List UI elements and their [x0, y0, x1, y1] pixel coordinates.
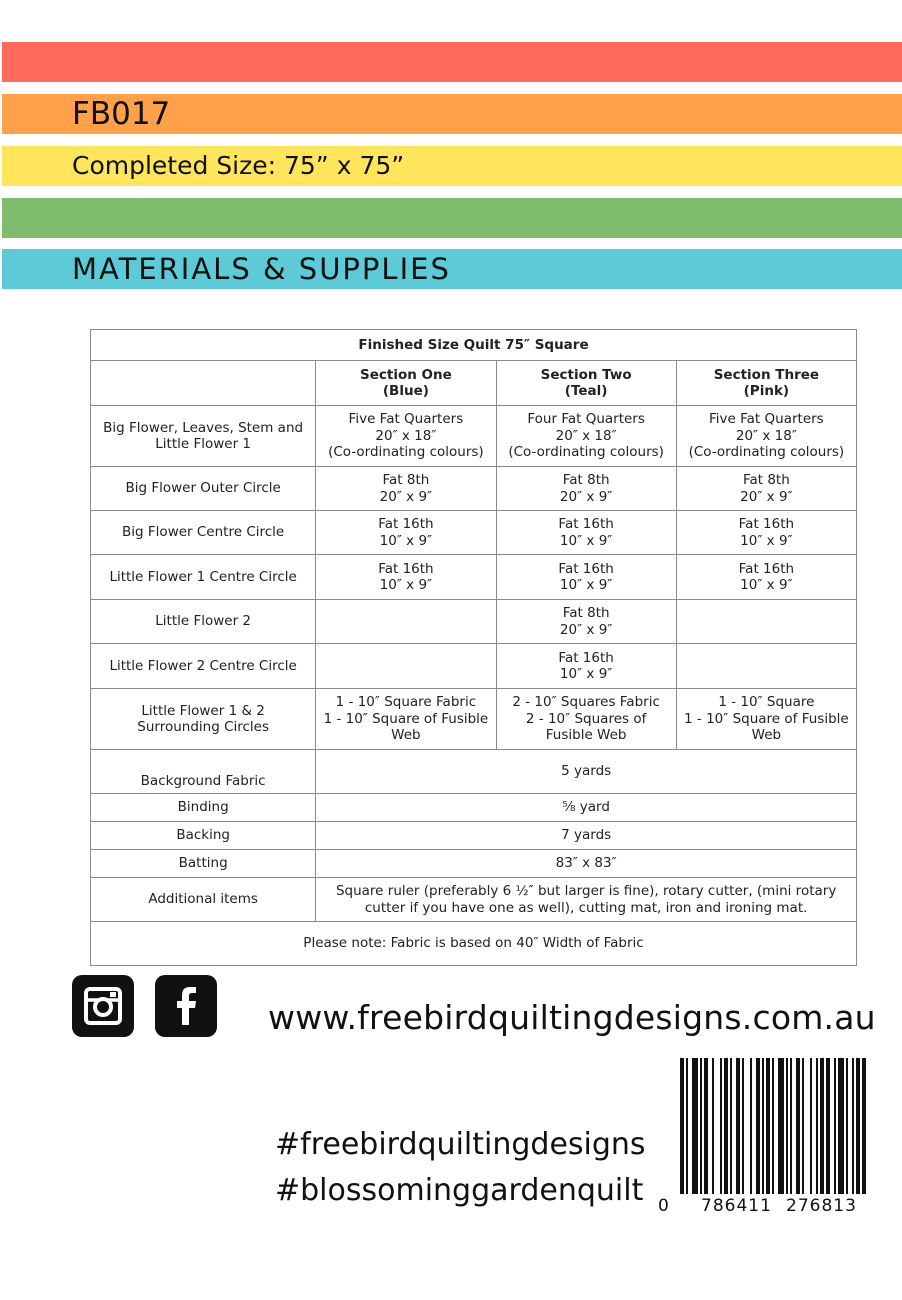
row-label [91, 406, 316, 467]
row-label [91, 600, 316, 644]
table-row [91, 467, 857, 511]
row-cell-line: Fat 16th [558, 649, 614, 666]
row-cell [676, 406, 856, 467]
row-cell-line: Fat 16th [558, 560, 614, 577]
row-label: Batting [91, 850, 316, 878]
hashtag-quilt: #blossominggardenquilt [275, 1173, 644, 1208]
row-label-line: Little Flower 2 [155, 613, 252, 630]
row-cell-line: 20″ x 18″ [735, 427, 797, 444]
table-row [91, 689, 857, 750]
row-cell [496, 511, 676, 555]
row-cell [316, 511, 496, 555]
row-cell-line: 10″ x 9″ [740, 577, 793, 593]
row-cell-line: Web [751, 727, 782, 744]
section-name: Section One [360, 366, 452, 383]
row-cell [676, 555, 856, 600]
row-cell-line: Fat 8th [562, 472, 610, 488]
row-value-line: 5 yards [561, 763, 612, 780]
completed-size: Completed Size: 75” x 75” [72, 151, 405, 180]
row-label-line: Big Flower Centre Circle [122, 524, 285, 541]
section-color: (Pink) [743, 383, 790, 399]
table-row [91, 406, 857, 467]
row-cell-line: 20″ x 18″ [555, 427, 617, 444]
row-cell-line: Five Fat Quarters [709, 411, 824, 428]
table-row [91, 644, 857, 689]
row-cell-line: 2 - 10″ Squares Fabric [512, 694, 660, 711]
website-url[interactable]: www.freebirdquiltingdesigns.com.au [268, 998, 876, 1037]
section-header-row [91, 361, 857, 406]
row-cell-line: 10″ x 9″ [559, 666, 613, 682]
row-cell-line: 20″ x 9″ [379, 488, 433, 505]
section-name: Section Two [540, 366, 632, 383]
row-cell [316, 555, 496, 600]
row-cell-line: Fat 16th [738, 560, 795, 577]
table-row [91, 555, 857, 600]
row-value-line: cutter if you have one as well), cutting mat, iron and ironing mat. [364, 899, 808, 916]
row-label-line: Little Flower 1 [155, 436, 252, 452]
row-cell-line: 1 - 10″ Square of Fusible [323, 710, 489, 727]
row-cell [676, 644, 856, 689]
row-label [91, 511, 316, 555]
row-cell-line: 2 - 10″ Squares of [525, 710, 647, 727]
row-label-line: Little Flower 2 Centre Circle [109, 657, 297, 674]
row-cell-line: Four Fat Quarters [527, 411, 645, 428]
table-note-row [91, 922, 857, 966]
row-value-line: 83″ x 83″ [555, 855, 617, 872]
row-cell [676, 689, 856, 750]
row-cell-line: (Co-ordinating colours) [328, 444, 484, 461]
row-label-line: Little Flower 1 & 2 [141, 702, 265, 719]
row-cell-line: Fat 8th [742, 472, 790, 488]
row-cell-line: 10″ x 9″ [559, 532, 613, 549]
section-color: (Blue) [382, 383, 429, 399]
product-code: FB017 [72, 96, 171, 132]
row-cell-line: 1 - 10″ Square of Fusible [684, 710, 849, 727]
row-value [316, 750, 857, 794]
facebook-icon[interactable] [155, 975, 217, 1037]
stripe-red [2, 42, 902, 82]
barcode-first-digit: 0 [658, 1196, 669, 1216]
barcode [656, 1058, 868, 1218]
row-value-line: ⅝ yard [562, 799, 610, 816]
row-cell [316, 644, 496, 689]
row-cell-line: Fat 16th [558, 516, 614, 532]
row-cell [496, 689, 676, 750]
table-row [91, 511, 857, 555]
row-cell [316, 467, 496, 511]
row-cell-line: 20″ x 9″ [559, 621, 613, 638]
row-cell [496, 644, 676, 689]
row-label [91, 644, 316, 689]
row-label-line: Big Flower Outer Circle [125, 480, 281, 497]
section-header [316, 361, 496, 406]
row-cell-line: 10″ x 9″ [740, 532, 793, 549]
row-label [91, 467, 316, 511]
row-label: Additional items [91, 878, 316, 922]
table-note: Please note: Fabric is based on 40″ Width of Fabric [91, 922, 857, 966]
row-cell-line: 20″ x 18″ [375, 427, 437, 444]
row-value [316, 878, 857, 922]
row-label: Backing [91, 822, 316, 850]
table-caption: Finished Size Quilt 75″ Square [91, 330, 857, 361]
table-row [91, 850, 857, 878]
row-cell-line: 20″ x 9″ [740, 488, 793, 505]
row-cell-line: 10″ x 9″ [559, 577, 613, 593]
row-cell-line: 1 - 10″ Square Fabric [335, 694, 477, 711]
row-cell-line: Fusible Web [545, 727, 627, 744]
row-cell-line: Fat 16th [738, 516, 795, 532]
row-cell-line: (Co-ordinating colours) [508, 444, 664, 461]
hashtag-designs: #freebirdquiltingdesigns [275, 1127, 646, 1162]
row-cell [676, 511, 856, 555]
row-label-line: Little Flower 1 Centre Circle [109, 568, 297, 585]
row-value [316, 794, 857, 822]
row-cell-line: 20″ x 9″ [559, 488, 613, 505]
barcode-left-digits: 786411 [701, 1196, 772, 1216]
row-cell-line: Web [391, 727, 421, 744]
materials-table [90, 329, 857, 966]
row-cell [496, 406, 676, 467]
table-row [91, 794, 857, 822]
row-value-line: 7 yards [561, 827, 612, 844]
row-cell [316, 600, 496, 644]
row-label-line: Surrounding Circles [137, 719, 270, 735]
row-cell-line: 10″ x 9″ [379, 532, 433, 549]
table-row [91, 822, 857, 850]
row-label: Background Fabric [91, 750, 316, 794]
row-cell [676, 467, 856, 511]
row-cell-line: 10″ x 9″ [379, 577, 433, 593]
section-color: (Teal) [564, 383, 608, 399]
row-label [91, 555, 316, 600]
row-cell-line: (Co-ordinating colours) [688, 444, 845, 461]
row-label-line: Big Flower, Leaves, Stem and [103, 419, 304, 436]
row-value [316, 822, 857, 850]
row-cell [676, 600, 856, 644]
row-label [91, 689, 316, 750]
row-cell [316, 689, 496, 750]
instagram-icon[interactable] [72, 975, 134, 1037]
table-row [91, 750, 857, 794]
row-cell [496, 600, 676, 644]
row-cell-line: Fat 8th [562, 605, 610, 621]
row-cell [496, 467, 676, 511]
row-value-line: Square ruler (preferably 6 ½″ but larger is fine), rotary cutter, (mini rotary [335, 883, 837, 899]
row-cell-line: 1 - 10″ Square [718, 694, 815, 711]
row-label: Binding [91, 794, 316, 822]
barcode-bars [680, 1058, 866, 1194]
row-cell-line: Fat 8th [382, 472, 430, 488]
table-row [91, 878, 857, 922]
row-cell-line: Five Fat Quarters [348, 411, 464, 428]
section-header [676, 361, 856, 406]
table-row [91, 600, 857, 644]
row-cell [316, 406, 496, 467]
row-cell-line: Fat 16th [378, 560, 434, 577]
section-name: Section Three [713, 366, 820, 383]
header-blank [91, 361, 316, 406]
barcode-right-digits: 276813 [786, 1196, 857, 1216]
materials-heading: MATERIALS & SUPPLIES [72, 252, 451, 286]
row-value [316, 850, 857, 878]
stripe-green [2, 198, 902, 238]
row-cell [496, 555, 676, 600]
section-header [496, 361, 676, 406]
row-cell-line: Fat 16th [378, 516, 434, 532]
